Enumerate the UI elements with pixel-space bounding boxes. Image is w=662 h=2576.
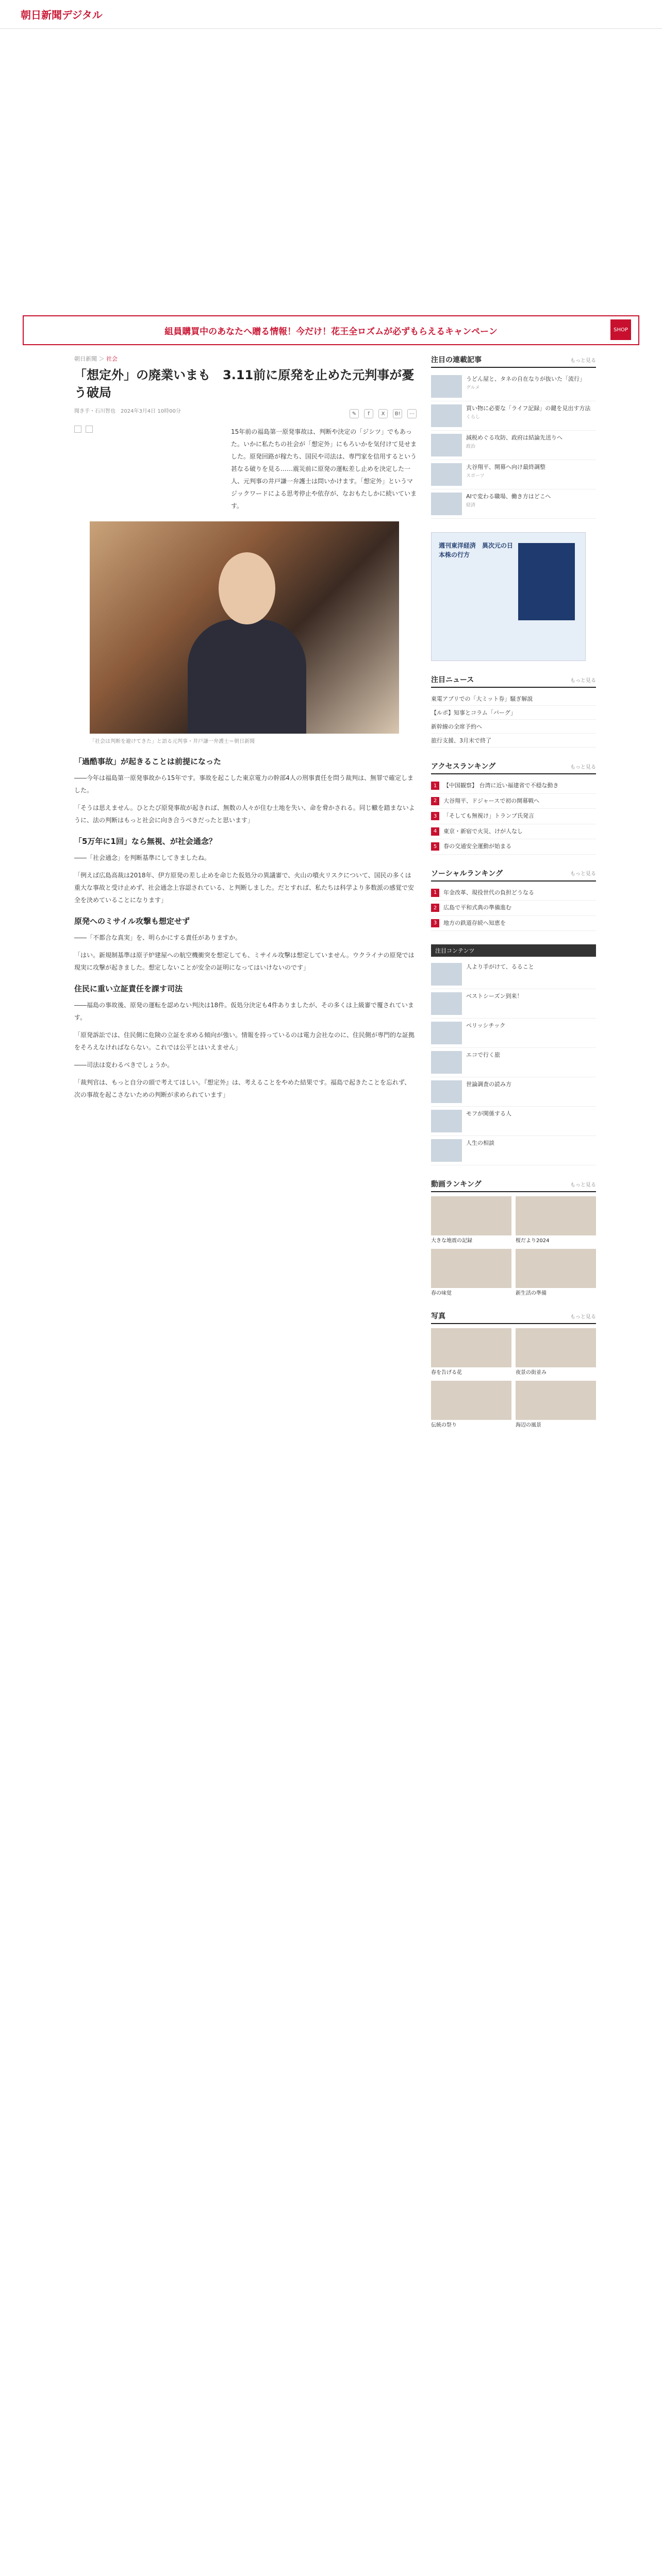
serial-ranking <box>431 354 596 519</box>
video-card[interactable]: 春の味覚 <box>431 1249 511 1297</box>
article-section-3 <box>74 916 417 974</box>
access-item[interactable]: 4 東京・新宿で火災、けが人なし <box>431 824 596 840</box>
lead-block <box>74 426 417 512</box>
ranking-thumbnail <box>431 463 462 486</box>
photo-thumbnail <box>516 1381 596 1420</box>
bookmark-icon[interactable] <box>74 426 81 433</box>
featured-thumbnail <box>431 963 462 986</box>
video-thumbnail <box>431 1196 511 1235</box>
ad-title: 週刊東洋経済 異次元の日本株の行方 <box>439 542 514 558</box>
article <box>74 354 417 1109</box>
social-item[interactable]: 3 地方の鉄道存続へ知恵を <box>431 916 596 931</box>
featured-item[interactable]: モフが関係する人 <box>431 1107 596 1136</box>
video-card[interactable]: 桜だより2024 <box>516 1196 596 1245</box>
access-ranking-header: アクセスランキング もっと見る <box>431 761 596 774</box>
video-more-link[interactable]: もっと見る <box>570 1182 596 1188</box>
social-ranking <box>431 868 596 931</box>
print-icon[interactable] <box>86 426 93 433</box>
news-header: 注目ニュース もっと見る <box>431 674 596 688</box>
answer-paragraph: 「裁判官は、もっと自分の頭で考えてほしい。『想定外』は、考えることをやめた結果です。福島で起きたことを忘れず、次の事故を起こさないための判断が求められています」 <box>74 1079 411 1099</box>
article-section-1 <box>74 756 417 826</box>
featured-thumbnail <box>431 1110 462 1132</box>
section-heading: 「5万年に1回」なら無視、が社会通念？ <box>74 837 217 846</box>
breadcrumb: 朝日新聞 ＞ 社会 <box>74 355 118 362</box>
featured-thumbnail <box>431 992 462 1015</box>
featured-thumbnail <box>431 1051 462 1074</box>
featured-content <box>431 944 596 1165</box>
more-share-icon[interactable]: ⋯ <box>407 409 417 418</box>
featured-item[interactable]: 人より手がけて、るること <box>431 960 596 989</box>
section-heading: 住民に重い立証責任を課す司法 <box>74 984 183 994</box>
photo-card[interactable]: 夜景の街並み <box>516 1328 596 1377</box>
featured-thumbnail <box>431 1139 462 1162</box>
question-paragraph: ――「社会通念」を判断基準にしてきましたね。 <box>74 854 211 862</box>
breadcrumb-topic[interactable]: 社会 <box>106 355 118 362</box>
access-item[interactable]: 2 大谷翔平、ドジャースで初の開幕戦へ <box>431 794 596 809</box>
photo-card[interactable]: 春を告げる花 <box>431 1328 511 1377</box>
video-ranking-header: 動画ランキング もっと見る <box>431 1179 596 1192</box>
video-thumbnail <box>516 1249 596 1288</box>
answer-paragraph: 「はい。新規制基準は原子炉建屋への航空機衝突を想定しても、ミサイル攻撃は想定していません。ウクライナの原発では現実に攻撃が起きました。想定しないことが安全の証明になってはいけないのです」 <box>74 952 415 972</box>
ranking-thumbnail <box>431 493 462 515</box>
site-header <box>0 0 662 29</box>
news-item[interactable]: 旅行支援、3月末で終了 <box>431 734 596 748</box>
photo-thumbnail <box>431 1328 511 1367</box>
site-logo[interactable]: 朝日新聞デジタル <box>21 9 103 21</box>
facebook-icon[interactable]: f <box>364 409 373 418</box>
section-heading: 原発へのミサイル攻撃も想定せず <box>74 917 190 926</box>
news-item[interactable]: 【ルポ】知事とコラム「バーグ」 <box>431 706 596 720</box>
video-thumbnail <box>516 1196 596 1235</box>
featured-header: 注目コンテンツ <box>431 944 596 957</box>
question-paragraph: ――「不都合な真実」を、明らかにする責任がありますか。 <box>74 934 242 942</box>
question-paragraph: ――今年は福島第一原発事故から15年です。事故を起こした東京電力の幹部4人の刑事責任を問う裁判は、無罪で確定しました。 <box>74 774 413 794</box>
photo-figure-head <box>219 552 275 624</box>
x-twitter-icon[interactable]: X <box>378 409 388 418</box>
news-list <box>431 674 596 748</box>
article-photo <box>90 521 399 734</box>
photo-section <box>431 1311 596 1429</box>
serial-ranking-header: 注目の連載記事 もっと見る <box>431 354 596 368</box>
news-item[interactable]: 東電アプリでの「大ミット券」騒ぎ解説 <box>431 692 596 706</box>
social-item[interactable]: 2 広島で平和式典の準備進む <box>431 901 596 916</box>
featured-item[interactable]: 世論調査の読み方 <box>431 1077 596 1107</box>
photo-header: 写真 もっと見る <box>431 1311 596 1324</box>
sidebar-ad[interactable] <box>431 532 586 661</box>
featured-item[interactable]: 人生の相談 <box>431 1136 596 1165</box>
photo-card[interactable]: 海辺の風景 <box>516 1381 596 1429</box>
ranking-thumbnail <box>431 404 462 427</box>
featured-item[interactable]: ベストシーズン到来！ <box>431 989 596 1019</box>
hatena-icon[interactable]: B! <box>393 409 402 418</box>
access-item[interactable]: 5 春の交通安全運動が始まる <box>431 839 596 855</box>
video-card[interactable]: 新生活の準備 <box>516 1249 596 1297</box>
answer-paragraph: 「原発訴訟では、住民側に危険の立証を求める傾向が強い。情報を持っているのは電力会社なのに、住民側が専門的な証拠をそろえなければならない。これでは公平とはいえません」 <box>74 1031 415 1052</box>
tool-icons <box>74 426 115 512</box>
access-ranking <box>431 761 596 855</box>
access-item[interactable]: 3 「そしても無視け」トランプ氏発言 <box>431 809 596 824</box>
answer-paragraph: 「そうは思えません。ひとたび原発事故が起きれば、無数の人々が住む土地を失い、命を脅かされる。同じ轍を踏まないように、法の判断はもっと社会に向き合うべきだったと思います」 <box>74 804 415 824</box>
article-meta: 聞き手・石川智也 2024年3月4日 10時00分 <box>74 409 181 415</box>
ranking-item[interactable]: うどん屋と、タネの自在なりが抜いた「流行」 グルメ <box>431 372 596 401</box>
article-section-2 <box>74 836 417 906</box>
news-item[interactable]: 新幹線の全席予約へ <box>431 720 596 734</box>
ranking-item[interactable]: 減税めぐる攻防、政府は結論先送りへ 政治 <box>431 431 596 460</box>
question-paragraph: ――司法は変わるべきでしょうか。 <box>74 1061 174 1069</box>
access-more-link[interactable]: もっと見る <box>570 764 596 770</box>
ranking-item[interactable]: 買い物に必要な「ライフ記録」の鍵を見出す方法 くらし <box>431 401 596 431</box>
featured-thumbnail <box>431 1080 462 1103</box>
photo-caption: 「社会は判断を避けてきた」と語る元判事・井戸謙一弁護士＝朝日新聞 <box>90 739 255 745</box>
article-section-4 <box>74 983 417 1101</box>
social-ranking-header: ソーシャルランキング もっと見る <box>431 868 596 882</box>
ranking-item[interactable]: AIで変わる職場、働き方はどこへ 経済 <box>431 489 596 519</box>
featured-item[interactable]: エコで行く旅 <box>431 1048 596 1077</box>
photo-grid <box>431 1328 596 1429</box>
ranking-thumbnail <box>431 434 462 456</box>
ad-magazine-cover <box>518 543 575 620</box>
social-more-link[interactable]: もっと見る <box>570 871 596 877</box>
video-ranking <box>431 1179 596 1297</box>
sidebar <box>431 354 596 1443</box>
article-title: 「想定外」の廃業いまも 3.11前に原発を止めた元判事が憂う破局 <box>74 368 415 400</box>
photo-figure-body <box>188 619 306 734</box>
article-lead: 15年前の福島第一原発事故は、判断や決定の「ジシツ」でもあった。いかに私たちの社会が「想定外」にもろいかを気付けて見せました。原発回路が稼たち、国民や司法は、専門家を信用するという甚なる破りを見る……震災前に原発の運転差し止めを決定した一人、元判事の井戸謙一弁護士は問いかけます。「想定外」というマジックワードによる思考停止や依存が、なおもたしかに続いています。 <box>231 428 417 510</box>
answer-paragraph: 「例えば広島高裁は2018年、伊方原発の差し止めを命じた仮処分の異議審で、火山の噴火リスクについて、国民の多くは重大な事故と受け止めず、社会通念上容認されている、と判断しました。だとすれば、私たちは科学より多数派の感覚で安全を決めていることになります」 <box>74 872 415 904</box>
news-more-link[interactable]: もっと見る <box>570 677 596 684</box>
featured-thumbnail <box>431 1022 462 1044</box>
breadcrumb-section[interactable]: 朝日新聞 <box>74 355 97 362</box>
ranking-thumbnail <box>431 375 462 398</box>
serial-more-link[interactable]: もっと見る <box>570 358 596 364</box>
video-grid <box>431 1196 596 1297</box>
video-thumbnail <box>431 1249 511 1288</box>
campaign-logo-icon: SHOP <box>610 319 631 340</box>
featured-item[interactable]: ペリッシチック <box>431 1019 596 1048</box>
section-heading: 「過酷事故」が起きることは前提になった <box>74 757 222 767</box>
video-card[interactable]: 大きな地震の記録 <box>431 1196 511 1245</box>
comment-icon[interactable]: ✎ <box>350 409 359 418</box>
social-item[interactable]: 1 年金改革、現役世代の負担どうなる <box>431 886 596 901</box>
campaign-banner[interactable] <box>23 315 639 345</box>
access-item[interactable]: 1 【中国観察】 台湾に近い福建省で不穏な動き <box>431 778 596 794</box>
photo-more-link[interactable]: もっと見る <box>570 1314 596 1320</box>
photo-card[interactable]: 伝統の祭り <box>431 1381 511 1429</box>
photo-thumbnail <box>431 1381 511 1420</box>
campaign-banner-text: 組員購買中のあなたへ贈る情報！今だけ！花王全ロズムが必ずもらえるキャンペーン <box>164 326 498 337</box>
question-paragraph: ――福島の事故後、原発の運転を認めない判決は18件。仮処分決定も4件ありましたが、その多くは上級審で覆されています。 <box>74 1002 414 1022</box>
photo-thumbnail <box>516 1328 596 1367</box>
ranking-item[interactable]: 大谷翔平、開幕へ向け最終調整 スポーツ <box>431 460 596 489</box>
